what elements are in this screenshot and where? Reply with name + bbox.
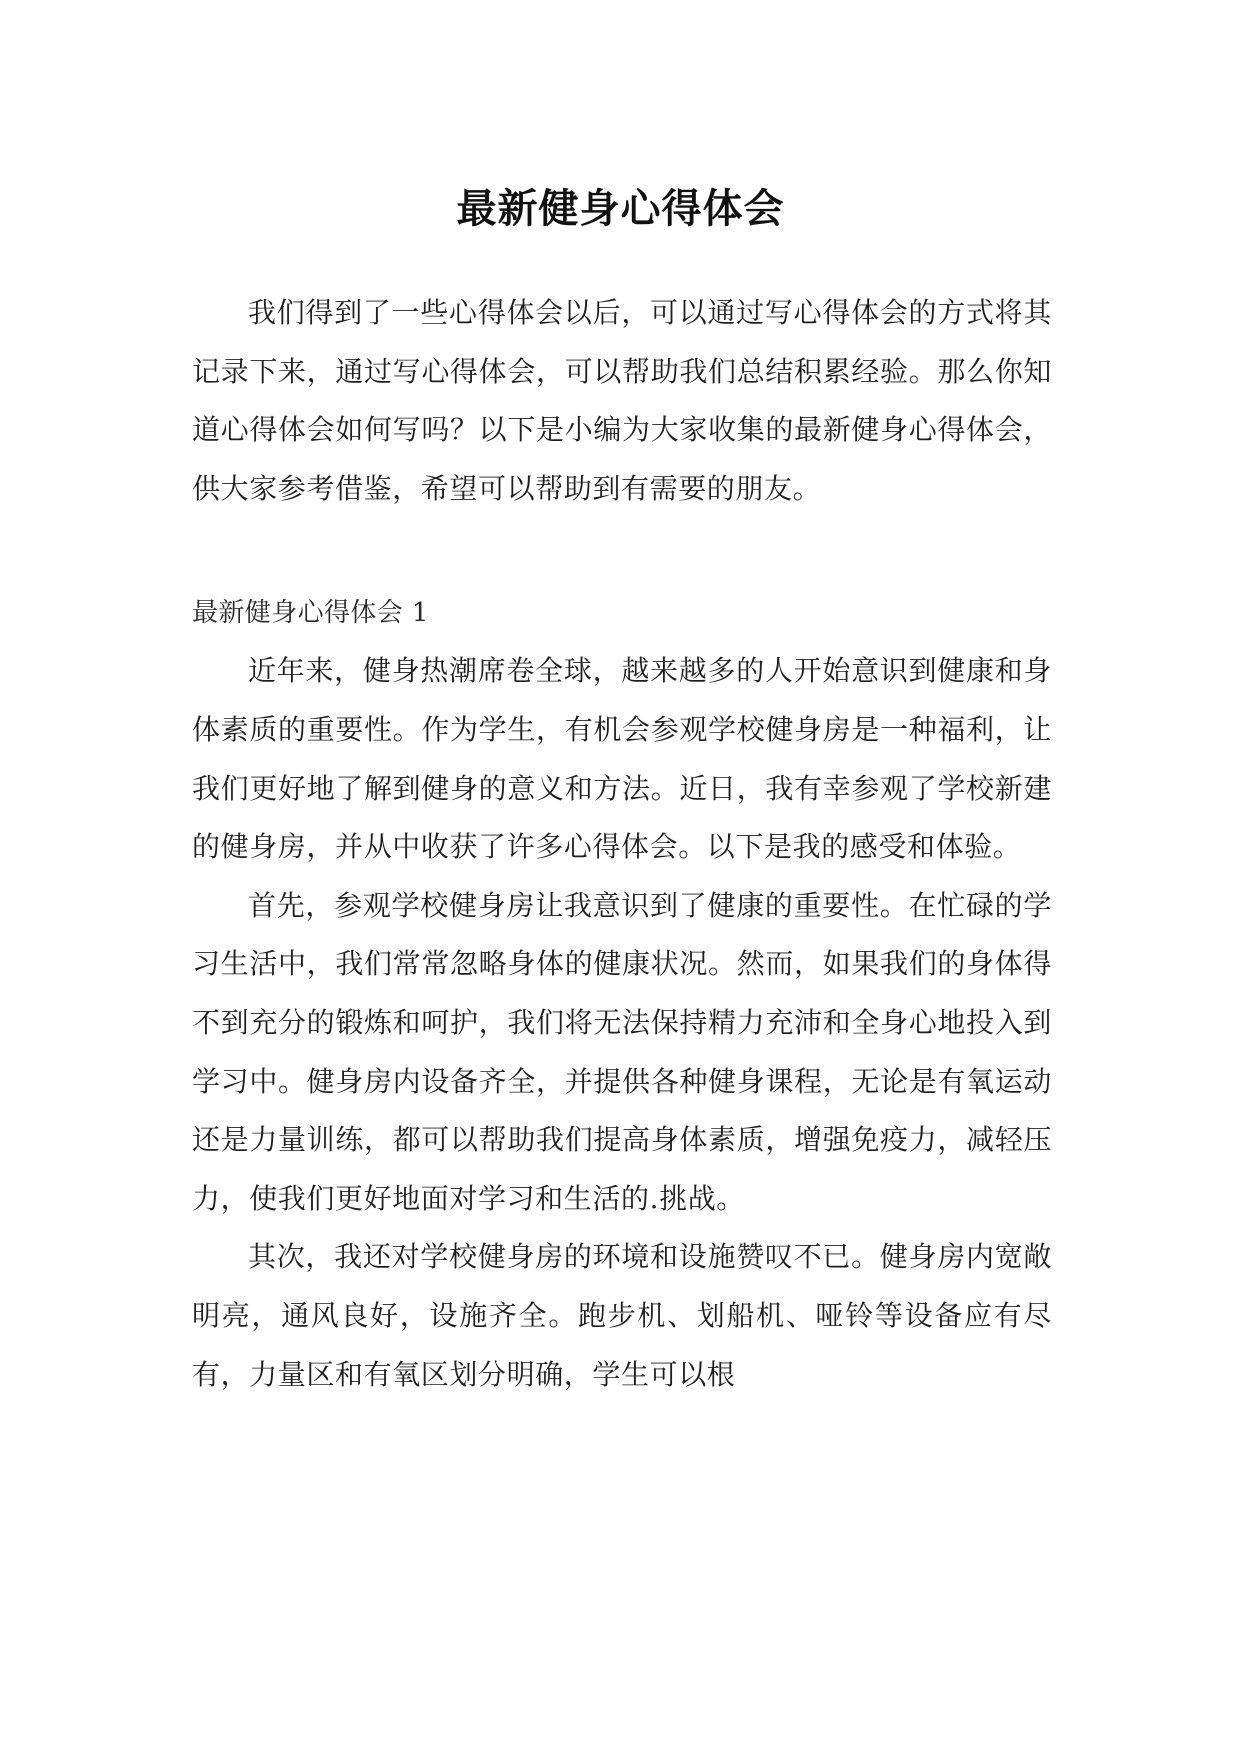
body-paragraph: 近年来，健身热潮席卷全球，越来越多的人开始意识到健康和身体素质的重要性。作为学生，有机会参观学校健身房是一种福利，让我们更好地了解到健身的意义和方法。近日，我有幸参观了学校新建的健身房，并从中收获了许多心得体会。以下是我的感受和体验。 — [192, 654, 1052, 864]
body-paragraph: 其次，我还对学校健身房的环境和设施赞叹不已。健身房内宽敞明亮，通风良好，设施齐全。跑步机、划船机、哑铃等设备应有尽有，力量区和有氧区划分明确，学生可以根 — [192, 1240, 1052, 1391]
body-paragraph: 首先，参观学校健身房让我意识到了健康的重要性。在忙碌的学习生活中，我们常常忽略身体的健康状况。然而，如果我们的身体得不到充分的锻炼和呵护，我们将无法保持精力充沛和全身心地投入到学习中。健身房内设备齐全，并提供各种健身课程，无论是有氧运动还是力量训练，都可以帮助我们提高身体素质，增强免疫力，减轻压力，使我们更好地面对学习和生活的.挑战。 — [192, 888, 1052, 1215]
section-heading: 最新健身心得体会 1 — [192, 598, 429, 629]
section-spacer — [192, 518, 1052, 584]
document-title: 最新健身心得体会 — [456, 185, 785, 232]
document-body — [192, 284, 1052, 1404]
intro-paragraph: 我们得到了一些心得体会以后，可以通过写心得体会的方式将其记录下来，通过写心得体会，可以帮助我们总结积累经验。那么你知道心得体会如何写吗？以下是小编为大家收集的最新健身心得体会，供大家参考借鉴，希望可以帮助到有需要的朋友。 — [192, 296, 1052, 505]
